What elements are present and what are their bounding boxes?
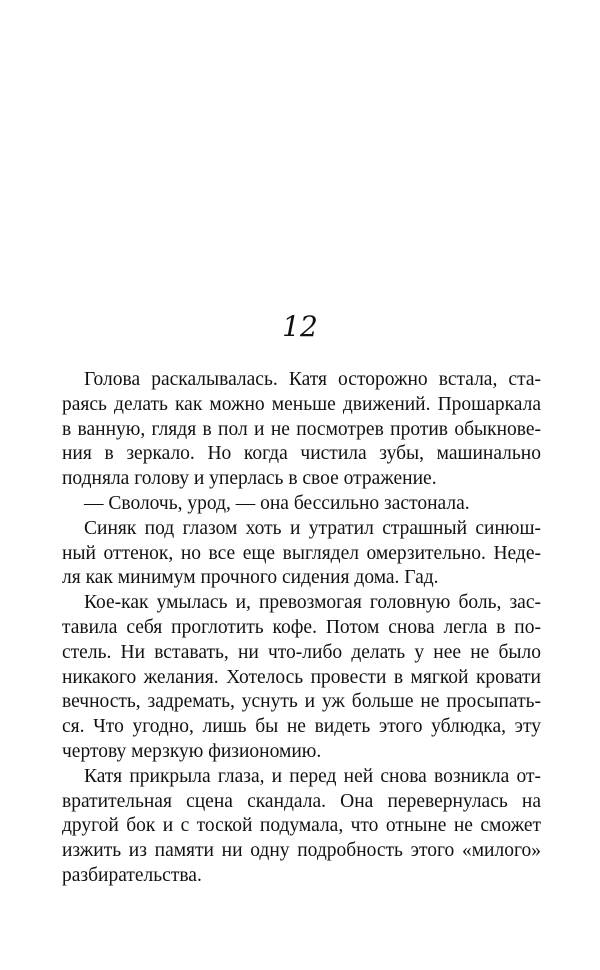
text-line: изжить из памяти ни одну подробность этого «милого» bbox=[62, 840, 541, 862]
text-line: ля как минимум прочного сидения дома. Гад. bbox=[62, 567, 439, 589]
text-line: стель. Ни вставать, ни что-либо делать у нее не было bbox=[62, 641, 541, 663]
paragraph bbox=[62, 368, 541, 492]
text-line: вратительная сцена скандала. Она перевернулась на bbox=[62, 790, 541, 812]
text-line: ся. Что угодно, лишь бы не видеть этого ублюдка, эту bbox=[62, 716, 541, 738]
text-line: раясь делать как можно меньше движений. Прошаркала bbox=[62, 393, 541, 415]
paragraph bbox=[62, 591, 541, 765]
text-line: ния в зеркало. Но когда чистила зубы, машинально bbox=[62, 443, 541, 465]
text-line: никакого желания. Хотелось провести в мягкой кровати bbox=[62, 666, 541, 688]
text-line: другой бок и с тоской подумала, что отныне не сможет bbox=[62, 815, 541, 837]
text-line: чертову мерзкую физиономию. bbox=[62, 740, 322, 762]
body-text bbox=[62, 368, 541, 889]
dialogue-line bbox=[62, 492, 541, 517]
text-line: в ванную, глядя в пол и не посмотрев против обыкнове- bbox=[62, 418, 541, 440]
text-line: тавила себя проглотить кофе. Потом снова легла в по- bbox=[62, 616, 541, 638]
paragraph bbox=[62, 517, 541, 591]
text-line: — Сволочь, урод, — она бессильно застонала. bbox=[84, 492, 470, 514]
text-line: вечность, задремать, уснуть и уж больше не просыпать- bbox=[62, 691, 541, 713]
text-line: Катя прикрыла глаза, и перед ней снова возникла от- bbox=[84, 765, 541, 787]
text-line: ный оттенок, но все еще выглядел омерзительно. Неде- bbox=[62, 542, 541, 564]
paragraph bbox=[62, 765, 541, 889]
text-line: разбирательства. bbox=[62, 864, 202, 886]
text-line: подняла голову и уперлась в свое отражение. bbox=[62, 468, 437, 490]
text-line: Кое-как умылась и, превозмогая головную боль, зас- bbox=[84, 592, 541, 614]
text-line: Голова раскалывалась. Катя осторожно встала, ста- bbox=[84, 369, 541, 390]
chapter-number: 12 bbox=[282, 310, 318, 343]
text-line: Синяк под глазом хоть и утратил страшный синюш- bbox=[84, 517, 541, 539]
